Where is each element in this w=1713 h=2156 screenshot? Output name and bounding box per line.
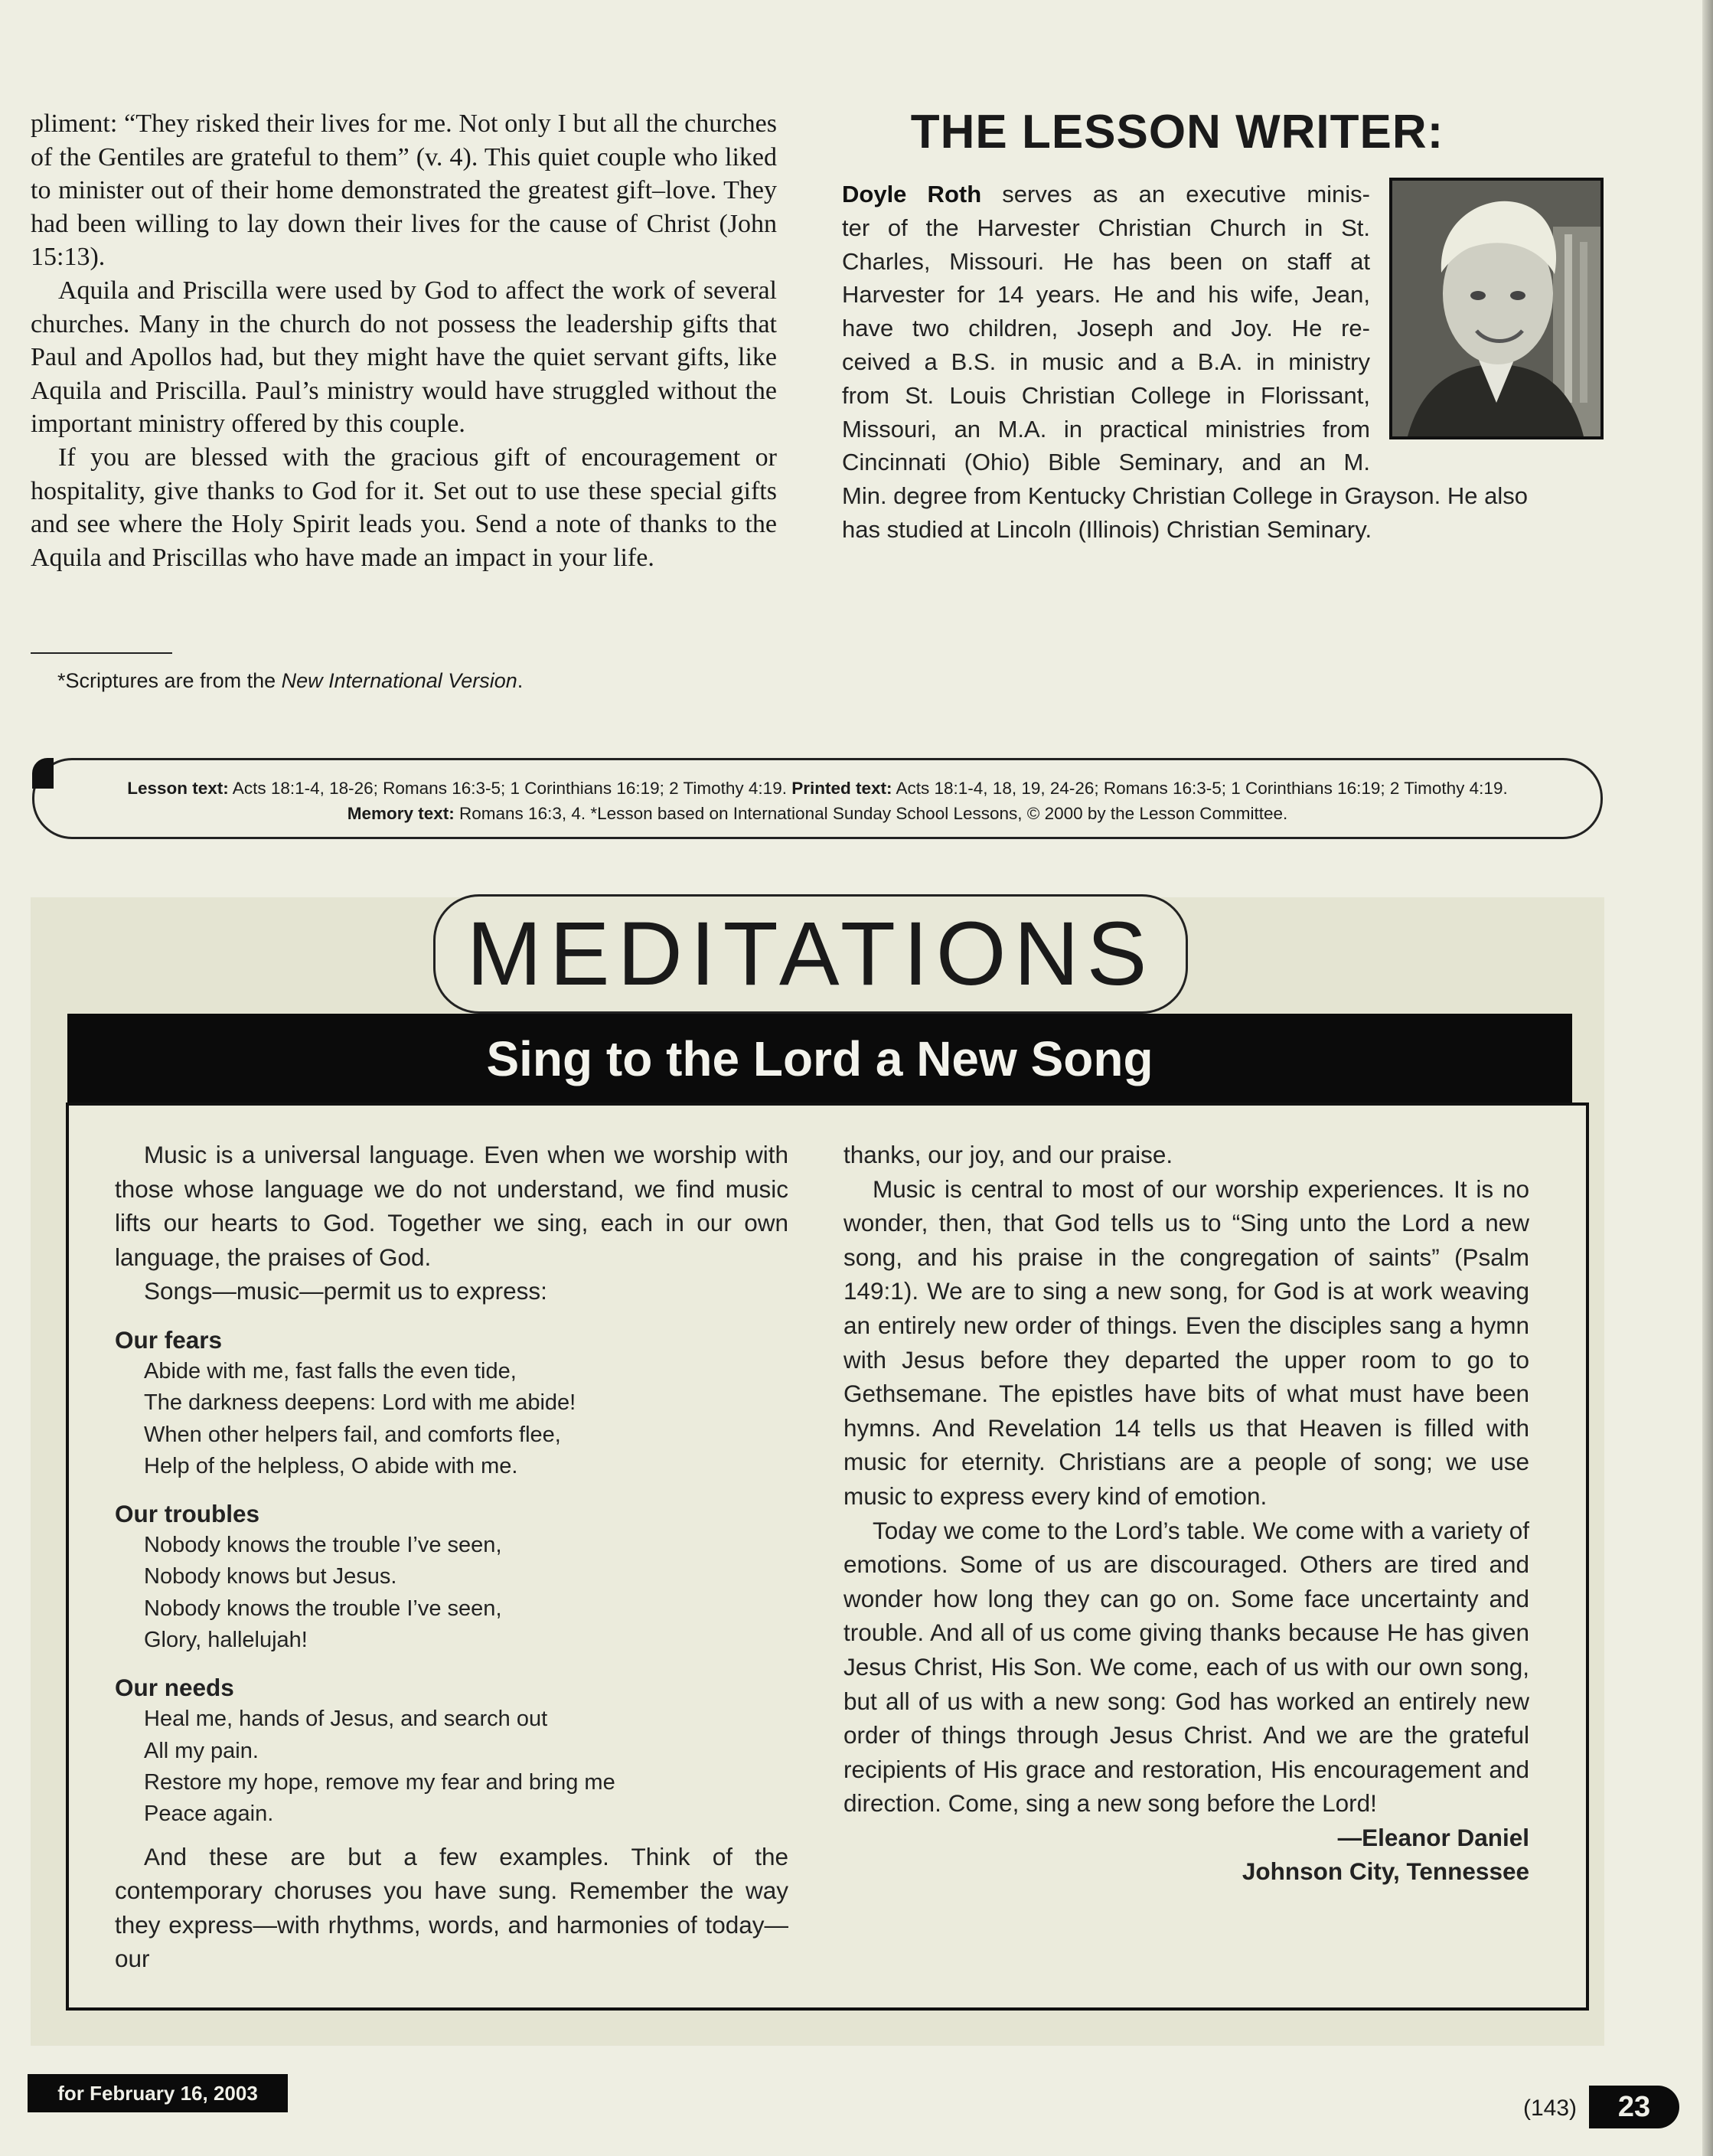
footnote-prefix: *Scriptures are from the (57, 669, 282, 692)
verse-line: Nobody knows the trouble I’ve seen, (144, 1596, 502, 1621)
lesson-text-value: Acts 18:1-4, 18-26; Romans 16:3-5; 1 Corinthians 16:19; 2 Timothy 4:19. (228, 779, 792, 798)
lesson-text-label: Lesson text: (127, 779, 229, 798)
meditations-title: MEDITATIONS (433, 894, 1188, 1014)
printed-text-label: Printed text: (791, 779, 892, 798)
article-paragraph: pliment: “They risked their lives for me. Not only I but all the churches of the Gentiles are grateful to them” (v. 4). This quiet couple who liked to minister out of their home demonstrated the greatest gift–love. They had been willing to lay down their lives for the cause of Christ (John 15:13). (31, 109, 777, 272)
hymn-verse (144, 1356, 788, 1482)
meditation-paragraph: Songs—music—permit us to express: (144, 1277, 547, 1305)
issue-date-tab: for February 16, 2003 (28, 2074, 288, 2112)
verse-line: Glory, hallelujah! (144, 1628, 308, 1653)
lesson-text-box (32, 758, 1603, 839)
printed-text-value: Acts 18:1-4, 18, 19, 24-26; Romans 16:3-5; 1 Corinthians 16:19; 2 Timothy 4:19. (892, 779, 1508, 798)
meditation-paragraph: Music is central to most of our worship experiences. It is no wonder, then, that God tells us to “Sing unto the Lord a new song, and his praise in the congregation of saints” (Psalm 149:1). We are to sing a new song, for God is at work weaving an entirely new order of things. Even the disciples sang a hymn with Jesus before they departed the upper room to go to Gethsemane. The epistles have bits of what must have been hymns. And Revelation 14 tells us that Heaven is filled with music for eternity. Christians are a people of song; we use music to express every kind of emotion. (843, 1174, 1529, 1510)
meditation-signature (843, 1821, 1529, 1889)
bio-line: Charles, Missouri. He has been on staff at (842, 247, 1370, 275)
verse-line: Abide with me, fast falls the even tide, (144, 1358, 517, 1383)
article-continuation (31, 107, 777, 574)
meditation-paragraph: Music is a universal language. Even when we worship with those whose language we do not understand, we find music lifts our hearts to God. Together we sing, each in our own language, the praises of God. (115, 1141, 788, 1271)
memory-text-value: Romans 16:3, 4. *Lesson based on International Sunday School Lessons, © 2000 by the Lesson Committee. (454, 804, 1288, 823)
bio-line: Harvester for 14 years. He and his wife, Jean, (842, 281, 1370, 309)
meditations-left-column (115, 1138, 788, 1976)
verse-line: When other helpers fail, and comforts flee, (144, 1422, 561, 1447)
memory-text-line (34, 801, 1600, 826)
footnote-version: New International Version (281, 669, 517, 692)
footnote-rule (31, 652, 172, 654)
verse-line: Nobody knows but Jesus. (144, 1564, 397, 1589)
author-location: Johnson City, Tennessee (1242, 1857, 1529, 1886)
verse-line: Restore my hope, remove my fear and bring me (144, 1769, 615, 1795)
verse-line: Peace again. (144, 1802, 274, 1827)
article-paragraph: If you are blessed with the gracious gift of encouragement or hospitality, give thanks to God for it. Set out to use these special gifts and see where the Holy Spirit leads you. Send a note of thanks to the Aquila and Priscillas who have made an impact in your life. (31, 443, 777, 572)
bio-line: Min. degree from Kentucky Christian College in Grayson. He also (842, 482, 1528, 510)
hymn-verse (144, 1704, 788, 1830)
hymn-verse (144, 1530, 788, 1656)
lesson-writer-bio (842, 178, 1600, 547)
scripture-footnote (57, 668, 746, 694)
bio-line: has studied at Lincoln (Illinois) Christian Seminary. (842, 515, 1372, 543)
meditations-right-column (843, 1138, 1529, 1889)
writer-name: Doyle Roth (842, 181, 982, 207)
section-heading-fears: Our fears (115, 1325, 223, 1354)
section-heading-needs: Our needs (115, 1674, 234, 1702)
memory-text-label: Memory text: (347, 804, 455, 823)
meditation-paragraph: Today we come to the Lord’s table. We come with a variety of emotions. Some of us are discouraged. Others are tired and wonder how long they can go on. Some face uncertainty and trouble. And all of us come giving thanks because He has given Jesus Christ, His Son. We come, each of us with our own song, but all of us with a new song: God has worked an entirely new order of things through Jesus Christ. And we are the grateful recipients of His grace and restoration, His encouragement and direction. Come, sing a new song before the Lord! (843, 1516, 1529, 1818)
bio-line: Missouri, an M.A. in practical ministries from (842, 415, 1370, 443)
bio-line: ceived a B.S. in music and a B.A. in ministry (842, 348, 1370, 375)
bio-line: ter of the Harvester Christian Church in St. (842, 214, 1370, 241)
lesson-box-tab (32, 758, 54, 789)
verse-line: Heal me, hands of Jesus, and search out (144, 1707, 548, 1732)
lesson-writer-heading: THE LESSON WRITER: (910, 106, 1444, 158)
meditations-subtitle-banner: Sing to the Lord a New Song (67, 1014, 1572, 1104)
author-name: —Eleanor Daniel (1337, 1823, 1529, 1851)
meditation-paragraph: And these are but a few examples. Think of the contemporary choruses you have sung. Remember the way they express—with rhythms, words, and harmonies of today—our (115, 1842, 788, 1973)
article-paragraph: Aquila and Priscilla were used by God to affect the work of several churches. Many in the church do not possess the leadership gifts that Paul and Apollos had, but they might have the quiet servant gifts, like Aquila and Priscilla. Paul’s ministry would have struggled without the important ministry offered by this couple. (31, 276, 777, 439)
section-heading-troubles: Our troubles (115, 1500, 260, 1528)
bio-line: Cincinnati (Ohio) Bible Seminary, and an M. (842, 449, 1370, 476)
bio-line: from St. Louis Christian College in Florissant, (842, 381, 1370, 409)
lesson-text-line (34, 776, 1600, 801)
bio-line: have two children, Joseph and Joy. He re- (842, 315, 1370, 342)
verse-line: The darkness deepens: Lord with me abide! (144, 1390, 576, 1416)
page-number: 23 (1589, 2086, 1679, 2128)
meditation-paragraph: thanks, our joy, and our praise. (843, 1141, 1173, 1168)
page-edge (1702, 0, 1713, 2156)
footnote-suffix: . (517, 669, 524, 692)
verse-line: Help of the helpless, O abide with me. (144, 1453, 518, 1478)
verse-line: All my pain. (144, 1738, 259, 1763)
folio-number: (143) (1523, 2096, 1578, 2121)
verse-line: Nobody knows the trouble I’ve seen, (144, 1533, 502, 1558)
bio-line: Doyle Roth serves as an executive minis- (842, 181, 1370, 207)
